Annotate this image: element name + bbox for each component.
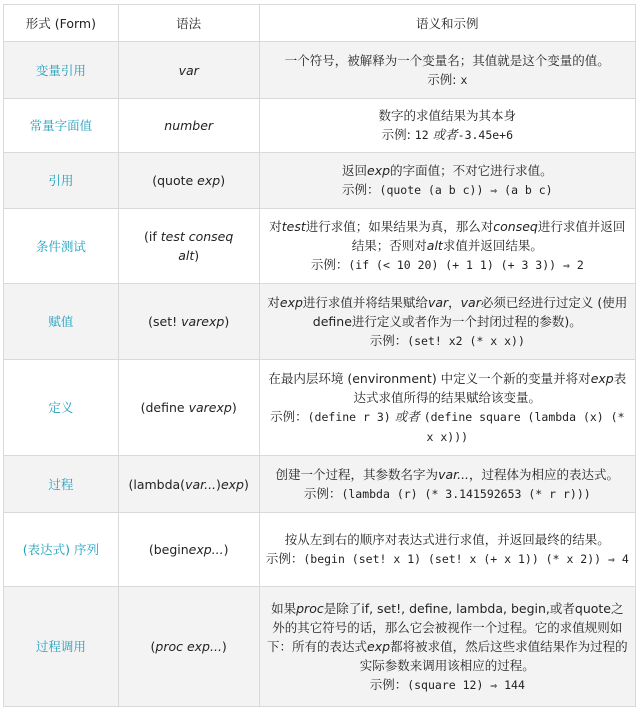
example-label: 示例: [427, 71, 457, 87]
syntax-end: ) [223, 542, 229, 557]
desc-text: 的字面值；不对它进行求值。 [390, 163, 553, 178]
example-label: 示例： [270, 408, 308, 424]
desc-var: exp [590, 370, 614, 386]
syntax-var: varexp [188, 400, 232, 415]
desc-var: var [427, 294, 449, 310]
syntax-cell: number [118, 99, 259, 153]
table-row [4, 209, 636, 284]
example-code: 12 [414, 128, 429, 142]
form-cell: 定义 [4, 360, 119, 456]
syntax-code: ( [150, 639, 156, 654]
desc-text: 返回 [342, 163, 368, 178]
semantics-cell [259, 513, 635, 587]
form-cell: 常量字面值 [4, 99, 119, 153]
description [266, 161, 629, 180]
table-row [4, 284, 636, 360]
description [266, 369, 629, 407]
example-label: 示例： [369, 332, 408, 348]
semantics-cell [259, 209, 635, 284]
syntax-var: exp [220, 476, 244, 492]
table-row [4, 513, 636, 587]
syntax-line [125, 227, 253, 246]
header-form: 形式 (Form) [4, 5, 119, 42]
desc-text: ， [448, 294, 461, 310]
desc-var: exp [367, 163, 391, 178]
example-label: 示例： [369, 676, 408, 692]
form-cell: 赋值 [4, 284, 119, 360]
syntax-var: varexp [181, 314, 225, 329]
example [266, 407, 629, 447]
description [266, 293, 629, 331]
table-header-row [4, 5, 636, 42]
desc-text: 创建一个过程，其参数名字为 [275, 466, 439, 482]
syntax-var: exp [197, 173, 221, 188]
form-cell: (表达式) 序列 [4, 513, 119, 587]
desc-var: alt [426, 238, 443, 253]
syntax-end: ) [220, 173, 226, 188]
desc-text: 进行求值；如果结果为真，那么对 [305, 219, 494, 234]
syntax-var: alt [178, 248, 195, 263]
example-code: (quote (a b c)) ⇒ (a b c) [379, 183, 553, 197]
desc-text: 如果 [271, 600, 297, 616]
header-syntax: 语法 [118, 5, 259, 42]
desc-text: 求值并返回结果。 [442, 238, 543, 253]
syntax-code: (lambda( [128, 476, 186, 492]
example [266, 125, 629, 145]
form-cell: 过程 [4, 456, 119, 513]
example-code: (square 12) ⇒ 144 [407, 677, 525, 692]
desc-text: 对 [269, 219, 282, 234]
syntax-end: ) [194, 248, 200, 263]
syntax-code: (quote [152, 173, 198, 188]
desc-var: proc [296, 600, 324, 616]
syntax-cell: var [118, 42, 259, 99]
example-code: (begin (set! x 1) (set! x (+ x 1)) (* x 2)) ⇒ 4 [303, 552, 629, 566]
example-code: -3.45e+6 [457, 128, 514, 142]
example [266, 180, 629, 200]
desc-text: 必须已经进行过定义 (使用define进行定义或者作为一个封闭过程的参数)。 [312, 294, 628, 329]
syntax-code: (if [144, 229, 161, 244]
example-code: (if (< 10 20) (+ 1 1) (+ 3 3)) ⇒ 2 [348, 258, 584, 272]
syntax-end: ) [221, 639, 227, 654]
semantics-cell [259, 587, 635, 707]
desc-text: 表达式求值所得的结果赋给该变量。 [353, 370, 627, 405]
description: 一个符号，被解释为一个变量名；其值就是这个变量的值。 [284, 52, 610, 68]
table-row [4, 587, 636, 707]
desc-var: var... [438, 466, 470, 482]
desc-var: conseq [493, 219, 538, 234]
table-row [4, 42, 636, 99]
syntax-end: ) [243, 476, 249, 492]
semantics-cell [259, 360, 635, 456]
desc-var: exp [279, 294, 303, 310]
syntax-cell [118, 360, 259, 456]
semantics-cell [259, 456, 635, 513]
syntax-var: var... [185, 476, 217, 492]
desc-var: exp [367, 638, 391, 654]
example-label: 示例: [381, 127, 411, 142]
desc-var: test [281, 219, 306, 234]
syntax-cell [118, 587, 259, 707]
syntax-var: exp... [188, 542, 224, 557]
description: 按从左到右的顺序对表达式进行求值，并返回最终的结果。 [284, 532, 610, 547]
syntax-line [125, 246, 253, 265]
desc-text: 都将被求值，然后这些求值结果作为过程的实际参数来调用该相应的过程。 [359, 638, 628, 673]
or-text: 或者 [432, 127, 458, 142]
syntax-cell [118, 153, 259, 209]
syntax-cell [118, 209, 259, 284]
table-row [4, 456, 636, 513]
table-row [4, 153, 636, 209]
desc-var: var [460, 294, 481, 310]
example [266, 70, 629, 90]
syntax-code: (begin [148, 542, 189, 557]
description: 数字的求值结果为其本身 [378, 108, 517, 123]
or-text: 或者 [394, 408, 420, 424]
desc-text: 是除了if, set!, define, lambda, begin,或者quote之外的其它符号的话，那么它会被视作一个过程。它的求值规则如下：所有的表达式 [267, 600, 624, 654]
example-code: (define r 3) [307, 409, 391, 424]
example-label: 示例： [303, 485, 342, 501]
example-label: 示例： [342, 182, 380, 197]
example [266, 255, 629, 275]
example [266, 484, 629, 504]
table-row [4, 360, 636, 456]
description [266, 599, 629, 675]
example-code: (lambda (r) (* 3.141592653 (* r r))) [341, 486, 591, 501]
semantics-cell [259, 153, 635, 209]
example-code: (define square (lambda (x) (* x x))) [423, 409, 625, 444]
example-code: (set! x2 (* x x)) [407, 333, 525, 348]
desc-text: 在最内层环境 (environment) 中定义一个新的变量并将对 [268, 370, 591, 386]
example-label: 示例： [265, 551, 304, 566]
example [266, 331, 629, 351]
description [266, 465, 629, 484]
form-cell: 变量引用 [4, 42, 119, 99]
desc-text: 进行求值并将结果赋给 [302, 294, 428, 310]
example [266, 675, 629, 695]
description [266, 217, 629, 255]
syntax-table [3, 4, 636, 707]
form-cell: 过程调用 [4, 587, 119, 707]
semantics-cell [259, 99, 635, 153]
desc-text: 进行求值并返回结果；否则对 [351, 219, 626, 253]
syntax-cell [118, 284, 259, 360]
syntax-end: ) [224, 314, 230, 329]
example-code: x [460, 72, 468, 87]
syntax-cell [118, 456, 259, 513]
header-semantics: 语义和示例 [259, 5, 635, 42]
desc-text: 对 [267, 294, 280, 310]
semantics-cell [259, 284, 635, 360]
form-cell: 引用 [4, 153, 119, 209]
example [266, 549, 629, 569]
form-cell: 条件测试 [4, 209, 119, 284]
desc-text: ，过程体为相应的表达式。 [469, 466, 620, 482]
example-label: 示例： [310, 257, 349, 272]
syntax-code: (set! [148, 314, 182, 329]
syntax-code: ) [216, 476, 221, 492]
syntax-var: proc exp... [155, 639, 222, 654]
table-row [4, 99, 636, 153]
syntax-end: ) [231, 400, 237, 415]
syntax-cell [118, 513, 259, 587]
syntax-var: test conseq [160, 229, 234, 244]
semantics-cell [259, 42, 635, 99]
syntax-code: (define [140, 400, 189, 415]
